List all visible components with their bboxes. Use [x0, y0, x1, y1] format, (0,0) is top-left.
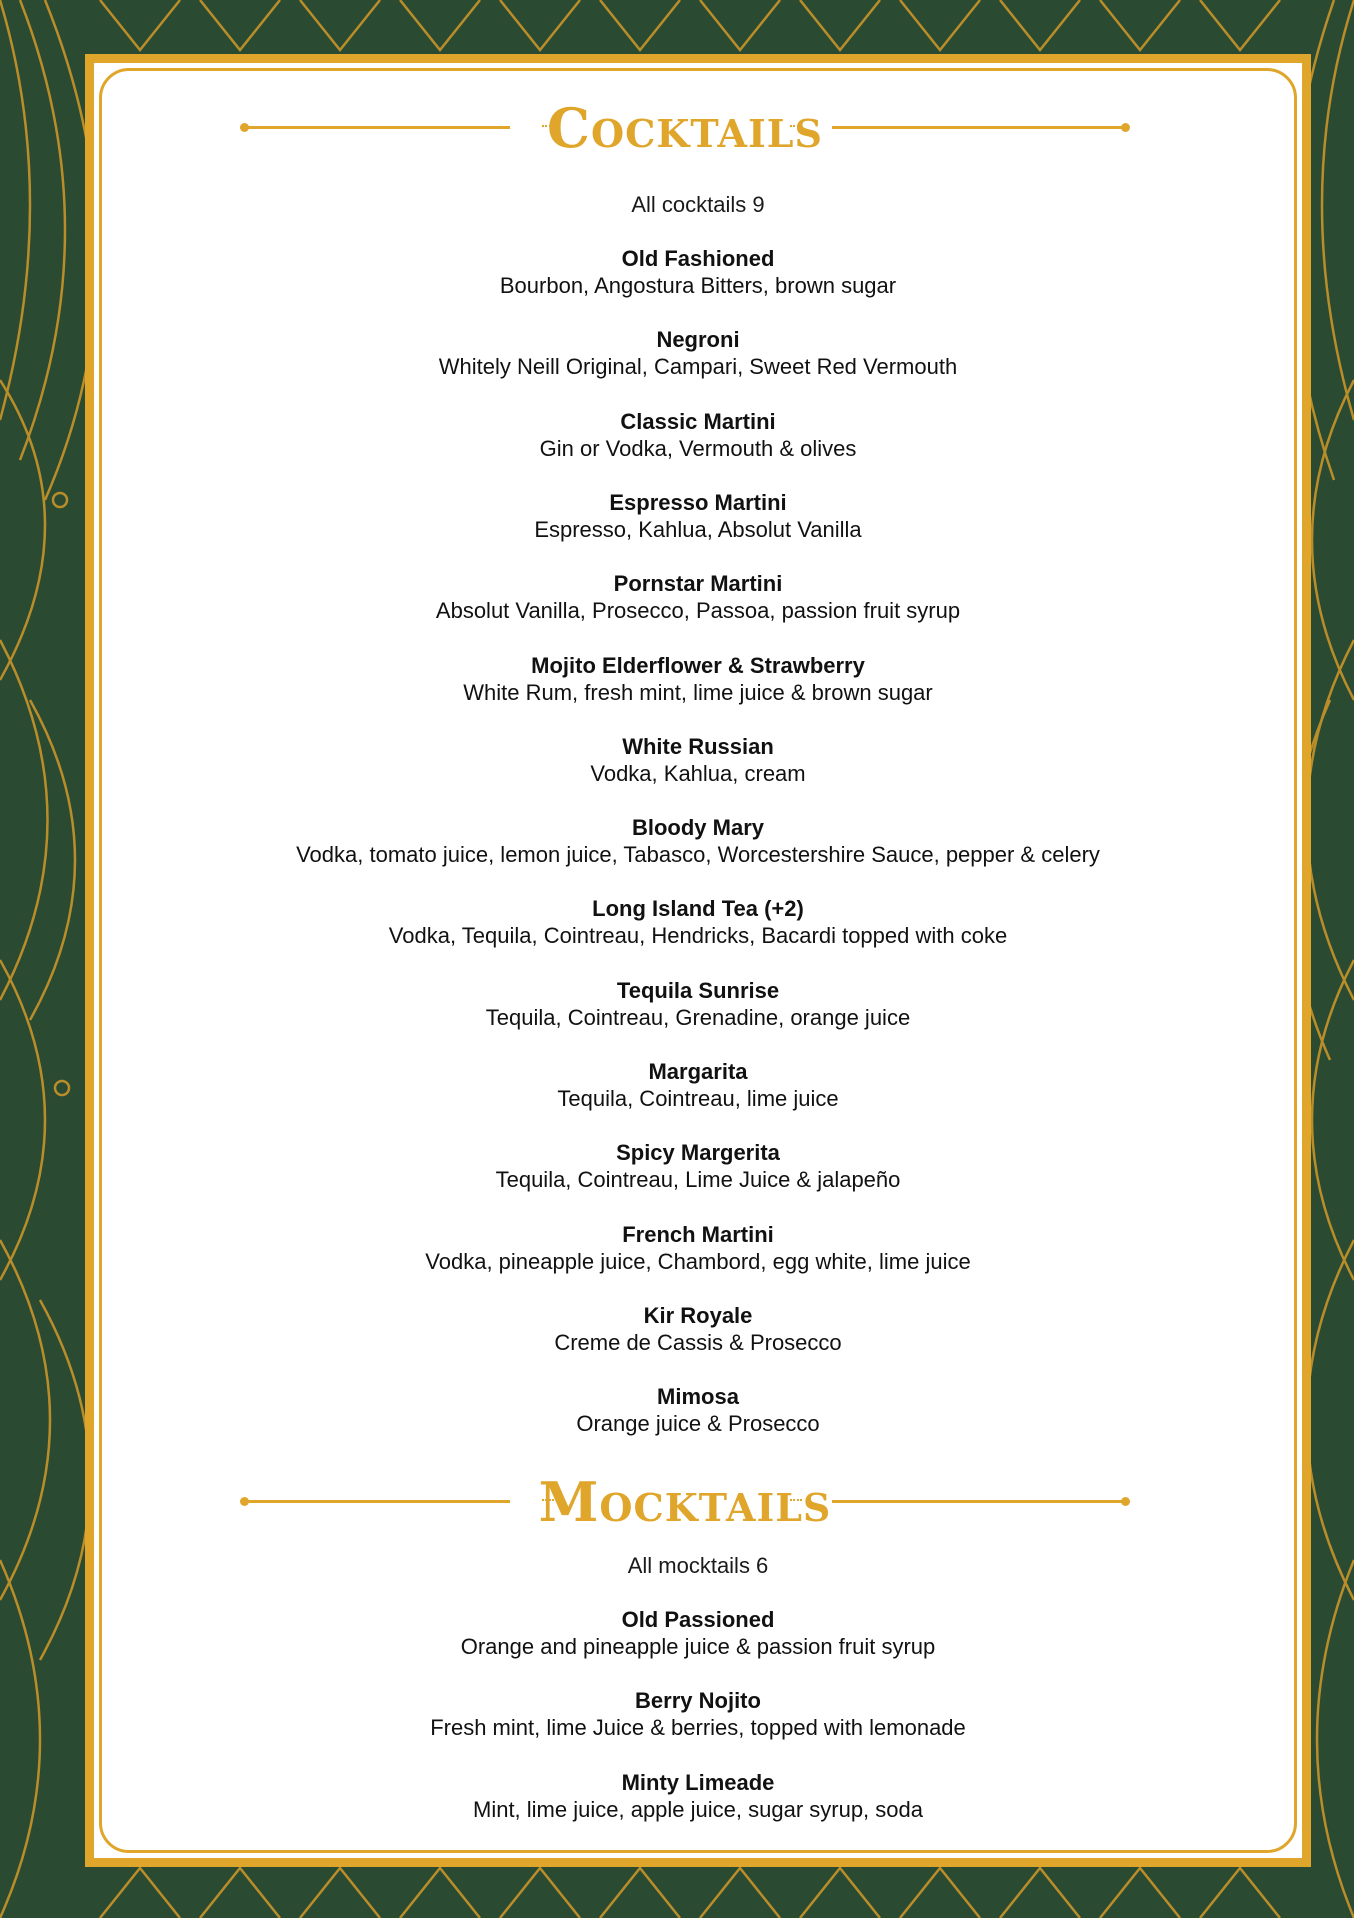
menu-item-name: Negroni	[656, 327, 740, 353]
menu-item-description: Orange and pineapple juice & passion fruit syrup	[460, 1634, 936, 1659]
menu-item	[99, 1687, 1297, 1741]
menu-item-name: French Martini	[622, 1221, 774, 1247]
menu-item-name: Minty Limeade	[621, 1769, 775, 1795]
menu-item	[99, 489, 1297, 543]
menu-item	[99, 977, 1297, 1031]
menu-item-name: Kir Royale	[643, 1302, 753, 1328]
menu-item-name: Margarita	[648, 1059, 748, 1084]
menu-item	[99, 1383, 1297, 1437]
menu-item-description: Fresh mint, lime Juice & berries, topped with lemonade	[430, 1715, 966, 1741]
menu-item-name: Mimosa	[657, 1384, 739, 1410]
heading-rule-right	[832, 126, 1122, 129]
rule-end-dot	[1121, 123, 1130, 132]
menu-item-name: Espresso Martini	[609, 489, 787, 515]
menu-item-name: Tequila Sunrise	[616, 977, 780, 1003]
menu-item-description: Vodka, Kahlua, cream	[590, 760, 806, 786]
mocktails-title: Mocktails	[538, 1470, 832, 1534]
menu-item-name: Berry Nojito	[635, 1688, 761, 1714]
menu-item-description: Mint, lime juice, apple juice, sugar syrup, soda	[473, 1796, 923, 1822]
menu-item	[99, 895, 1297, 949]
menu-item-description: Absolut Vanilla, Prosecco, Passoa, passion fruit syrup	[435, 598, 961, 624]
rule-end-dot	[1121, 1497, 1130, 1506]
menu-item-description: Espresso, Kahlua, Absolut Vanilla	[534, 516, 862, 542]
cocktails-title: Cocktails	[547, 96, 823, 160]
rule-dots	[790, 1499, 802, 1506]
menu-item-name: Pornstar Martini	[613, 571, 783, 597]
menu-item	[99, 652, 1297, 706]
mocktails-price-note: All mocktails 6	[627, 1553, 769, 1578]
menu-item-description: Gin or Vodka, Vermouth & olives	[539, 435, 857, 461]
menu-item-description: Vodka, Tequila, Cointreau, Hendricks, Bacardi topped with coke	[388, 923, 1008, 949]
menu-item-name: Spicy Margerita	[616, 1140, 780, 1166]
menu-item	[99, 1769, 1297, 1823]
menu-item	[99, 245, 1297, 299]
menu-item	[99, 1058, 1297, 1112]
menu-item-description: Creme de Cassis & Prosecco	[554, 1329, 842, 1355]
menu-item	[99, 1139, 1297, 1193]
menu-item-description: Tequila, Cointreau, Lime Juice & jalapeño	[495, 1167, 901, 1193]
menu-item-name: Mojito Elderflower & Strawberry	[531, 652, 865, 678]
menu-item-name: White Russian	[622, 733, 774, 759]
cocktails-price-note: All cocktails 9	[631, 192, 765, 217]
menu-item	[99, 1221, 1297, 1275]
menu-item-name: Long Island Tea (+2)	[592, 896, 804, 922]
cocktails-heading	[240, 88, 1130, 168]
heading-rule-right	[832, 1500, 1122, 1503]
menu-item-description: Bourbon, Angostura Bitters, brown sugar	[499, 273, 897, 298]
menu-item-description: Tequila, Cointreau, Grenadine, orange juice	[485, 1004, 911, 1030]
menu-item-description: Whitely Neill Original, Campari, Sweet Red Vermouth	[438, 354, 958, 380]
menu-item	[99, 814, 1297, 868]
menu-item	[99, 326, 1297, 380]
menu-item-name: Old Fashioned	[621, 246, 775, 271]
menu-item-description: Tequila, Cointreau, lime juice	[557, 1086, 839, 1111]
menu-item-name: Classic Martini	[620, 408, 776, 434]
menu-item-name: Old Passioned	[621, 1607, 775, 1632]
menu-item	[99, 1302, 1297, 1356]
menu-item	[99, 408, 1297, 462]
menu-item-description: White Rum, fresh mint, lime juice & brown sugar	[463, 679, 933, 705]
menu-item	[99, 733, 1297, 787]
menu-item-description: Vodka, pineapple juice, Chambord, egg white, lime juice	[425, 1248, 971, 1274]
menu-item-name: Bloody Mary	[631, 815, 765, 841]
menu-item	[99, 1606, 1297, 1660]
menu-item	[99, 570, 1297, 624]
menu-item-description: Orange juice & Prosecco	[576, 1411, 820, 1437]
mocktails-heading	[240, 1462, 1130, 1542]
menu-item-description: Vodka, tomato juice, lemon juice, Tabasco, Worcestershire Sauce, pepper & celery	[296, 842, 1100, 868]
rule-dots	[790, 125, 802, 132]
